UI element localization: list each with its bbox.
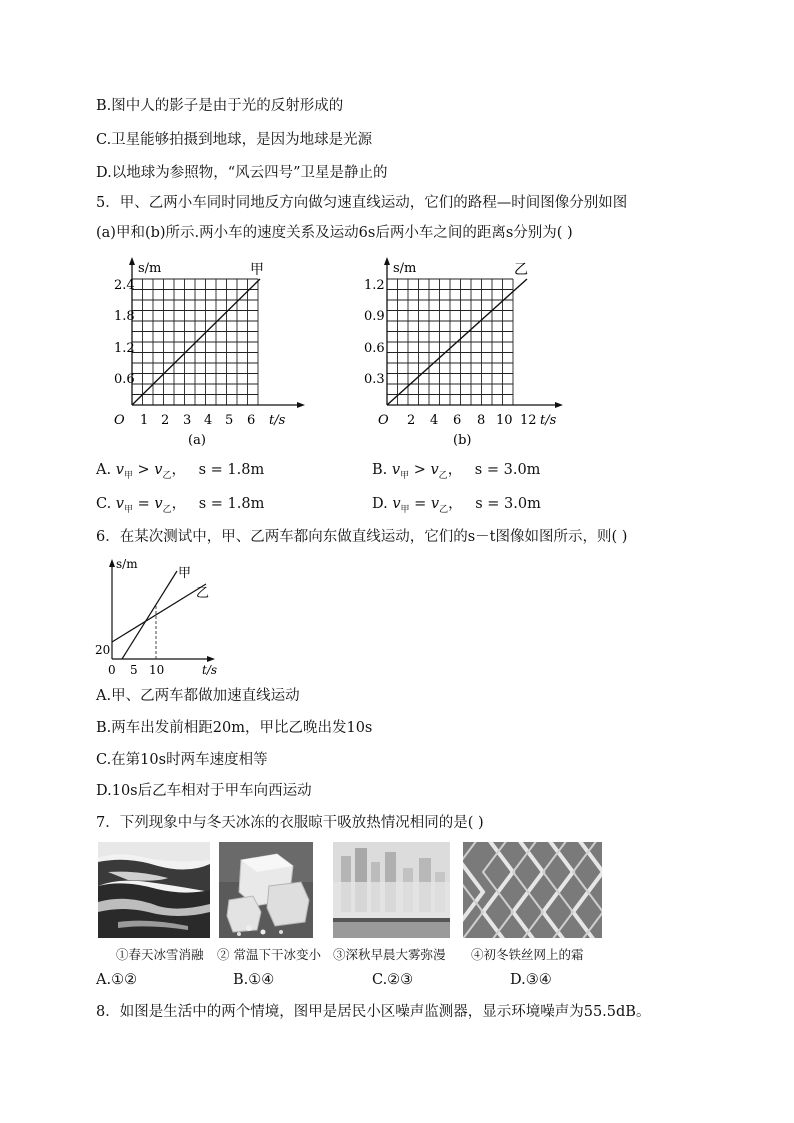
graph-b-ytick: 0.3 xyxy=(364,372,385,387)
q5-option-d: D. $v_甲 = v_乙$， s = 3.0m xyxy=(372,496,541,515)
q6-xlabel: t/s xyxy=(202,663,218,677)
graph-a-xtick: 5 xyxy=(225,413,234,428)
q4-option-c: C.卫星能够拍摄到地球，是因为地球是光源 xyxy=(96,132,373,148)
v-symbol: v xyxy=(154,462,163,478)
option-letter: C. xyxy=(96,496,112,512)
q6-stem: 6．在某次测试中，甲、乙两车都向东做直线运动，它们的s－t图像如图所示，则( ) xyxy=(96,529,628,545)
q6-label-yi: 乙 xyxy=(196,586,210,601)
graph-a-origin: O xyxy=(114,413,125,428)
photo-frost-wire xyxy=(463,842,602,938)
caption-2: ② 常温下干冰变小 xyxy=(217,947,321,962)
graph-b-xtick: 8 xyxy=(477,413,486,428)
graph-a-ylabel: s/m xyxy=(138,261,162,276)
graph-b-ylabel: s/m xyxy=(393,261,417,276)
subscript: 乙 xyxy=(162,504,172,515)
relation: > xyxy=(413,462,426,478)
graph-b-x-arrow xyxy=(555,402,563,408)
q6-line-jia xyxy=(122,571,177,659)
v-symbol: v xyxy=(115,462,124,478)
q6-x0: 0 xyxy=(108,663,116,677)
v-symbol: v xyxy=(430,496,440,512)
graph-a-xlabel: t/s xyxy=(269,413,286,428)
caption-3: ③深秋早晨大雾弥漫 xyxy=(333,947,446,962)
graph-a-caption: (a) xyxy=(188,433,206,448)
distance: s = 3.0m xyxy=(474,462,541,478)
q6-y-arrow xyxy=(109,559,115,567)
subscript: 乙 xyxy=(438,470,448,481)
v-symbol: v xyxy=(154,496,163,512)
q6-x10: 10 xyxy=(149,663,165,677)
graph-b-ytick: 0.9 xyxy=(364,309,385,324)
graph-b-y-arrow xyxy=(384,257,390,265)
graph-a-xtick: 3 xyxy=(183,413,192,428)
subscript: 甲 xyxy=(400,504,410,515)
subscript: 乙 xyxy=(439,504,449,515)
q4-option-d: D.以地球为参照物，“风云四号”卫星是静止的 xyxy=(96,165,388,181)
option-letter: D. xyxy=(372,496,388,512)
graph-a-ytick: 1.8 xyxy=(114,309,135,324)
v-symbol: v xyxy=(430,462,439,478)
q6-label-jia: 甲 xyxy=(178,566,192,581)
q6-x5: 5 xyxy=(130,663,138,677)
graph-a-xtick: 1 xyxy=(140,413,149,428)
q6-ylabel: s/m xyxy=(116,557,138,571)
q5-option-c: C. $v_甲 = v_乙$， s = 1.8m xyxy=(96,496,265,515)
q5-graph-b xyxy=(360,252,565,448)
subscript: 甲 xyxy=(400,470,410,481)
graph-b-xlabel: t/s xyxy=(540,413,557,428)
q8-stem: 8．如图是生活中的两个情境，图甲是居民小区噪声监测器，显示环境噪声为55.5dB。 xyxy=(96,1004,651,1020)
distance: s = 3.0m xyxy=(475,496,541,512)
graph-b-caption: (b) xyxy=(453,433,472,448)
graph-b-xtick: 4 xyxy=(430,413,439,428)
graph-a-xtick: 6 xyxy=(247,413,256,428)
graph-b-line-label: 乙 xyxy=(514,262,528,278)
option-letter: A. xyxy=(96,462,112,478)
q7-option-d: D.③④ xyxy=(510,972,552,988)
v-symbol: v xyxy=(392,496,401,512)
relation: = xyxy=(137,496,150,512)
q5-stem-line1: 5．甲、乙两小车同时同地反方向做匀速直线运动，它们的路程—时间图像分别如图 xyxy=(96,195,628,211)
graph-b-xtick: 12 xyxy=(520,413,537,428)
graph-b-grid xyxy=(387,279,513,405)
q5-graph-a xyxy=(110,252,310,448)
q6-line-yi xyxy=(112,584,206,642)
distance: s = 1.8m xyxy=(198,496,265,512)
q5-stem-line2: (a)甲和(b)所示.两小车的速度关系及运动6s后两小车之间的距离s分别为( ) xyxy=(96,225,573,241)
q7-option-b: B.①④ xyxy=(233,972,275,988)
q7-option-a: A.①② xyxy=(96,972,138,988)
graph-a-x-arrow xyxy=(297,402,305,408)
graph-b-xtick: 10 xyxy=(496,413,513,428)
q6-option-b: B.两车出发前相距20m，甲比乙晚出发10s xyxy=(96,720,373,736)
q6-x-arrow xyxy=(207,656,215,662)
q6-option-d: D.10s后乙车相对于甲车向西运动 xyxy=(96,783,312,799)
subscript: 乙 xyxy=(162,470,172,481)
relation: > xyxy=(137,462,150,478)
q7-option-c: C.②③ xyxy=(372,972,414,988)
distance: s = 1.8m xyxy=(198,462,265,478)
q6-option-c: C.在第10s时两车速度相等 xyxy=(96,752,268,768)
graph-a-xtick: 2 xyxy=(161,413,170,428)
q5-option-b: B. $v_甲 > v_乙$， s = 3.0m xyxy=(372,462,541,481)
q6-y20: 20 xyxy=(95,643,111,657)
graph-b-xtick: 2 xyxy=(407,413,416,428)
graph-b-xtick: 6 xyxy=(453,413,462,428)
relation: = xyxy=(414,496,427,512)
q4-option-b: B.图中人的影子是由于光的反射形成的 xyxy=(96,98,344,114)
option-letter: B. xyxy=(372,462,388,478)
photo-melting-ice xyxy=(98,842,210,938)
subscript: 甲 xyxy=(123,470,133,481)
q6-graph xyxy=(92,556,232,680)
graph-a-ytick: 1.2 xyxy=(114,341,135,356)
v-symbol: v xyxy=(391,462,401,478)
graph-b-ytick: 0.6 xyxy=(364,341,385,356)
graph-a-ytick: 0.6 xyxy=(114,372,135,387)
caption-4: ④初冬铁丝网上的霜 xyxy=(471,947,584,962)
graph-b-origin: O xyxy=(378,413,389,428)
graph-a-y-arrow xyxy=(129,257,135,265)
graph-a-line-label: 甲 xyxy=(250,262,264,278)
photo-fog xyxy=(333,842,450,938)
caption-1: ①春天冰雪消融 xyxy=(116,947,204,962)
graph-a-ytick: 2.4 xyxy=(114,278,135,293)
q5-option-a: A. $v_甲 > v_乙$， s = 1.8m xyxy=(96,462,265,481)
graph-a-xtick: 4 xyxy=(204,413,213,428)
graph-b-ytick: 1.2 xyxy=(364,278,385,293)
subscript: 甲 xyxy=(124,504,134,515)
photo-dry-ice xyxy=(219,842,313,938)
v-symbol: v xyxy=(115,496,124,512)
q6-option-a: A.甲、乙两车都做加速直线运动 xyxy=(96,688,300,704)
q7-stem: 7．下列现象中与冬天冰冻的衣服晾干吸放热情况相同的是( ) xyxy=(96,815,484,831)
